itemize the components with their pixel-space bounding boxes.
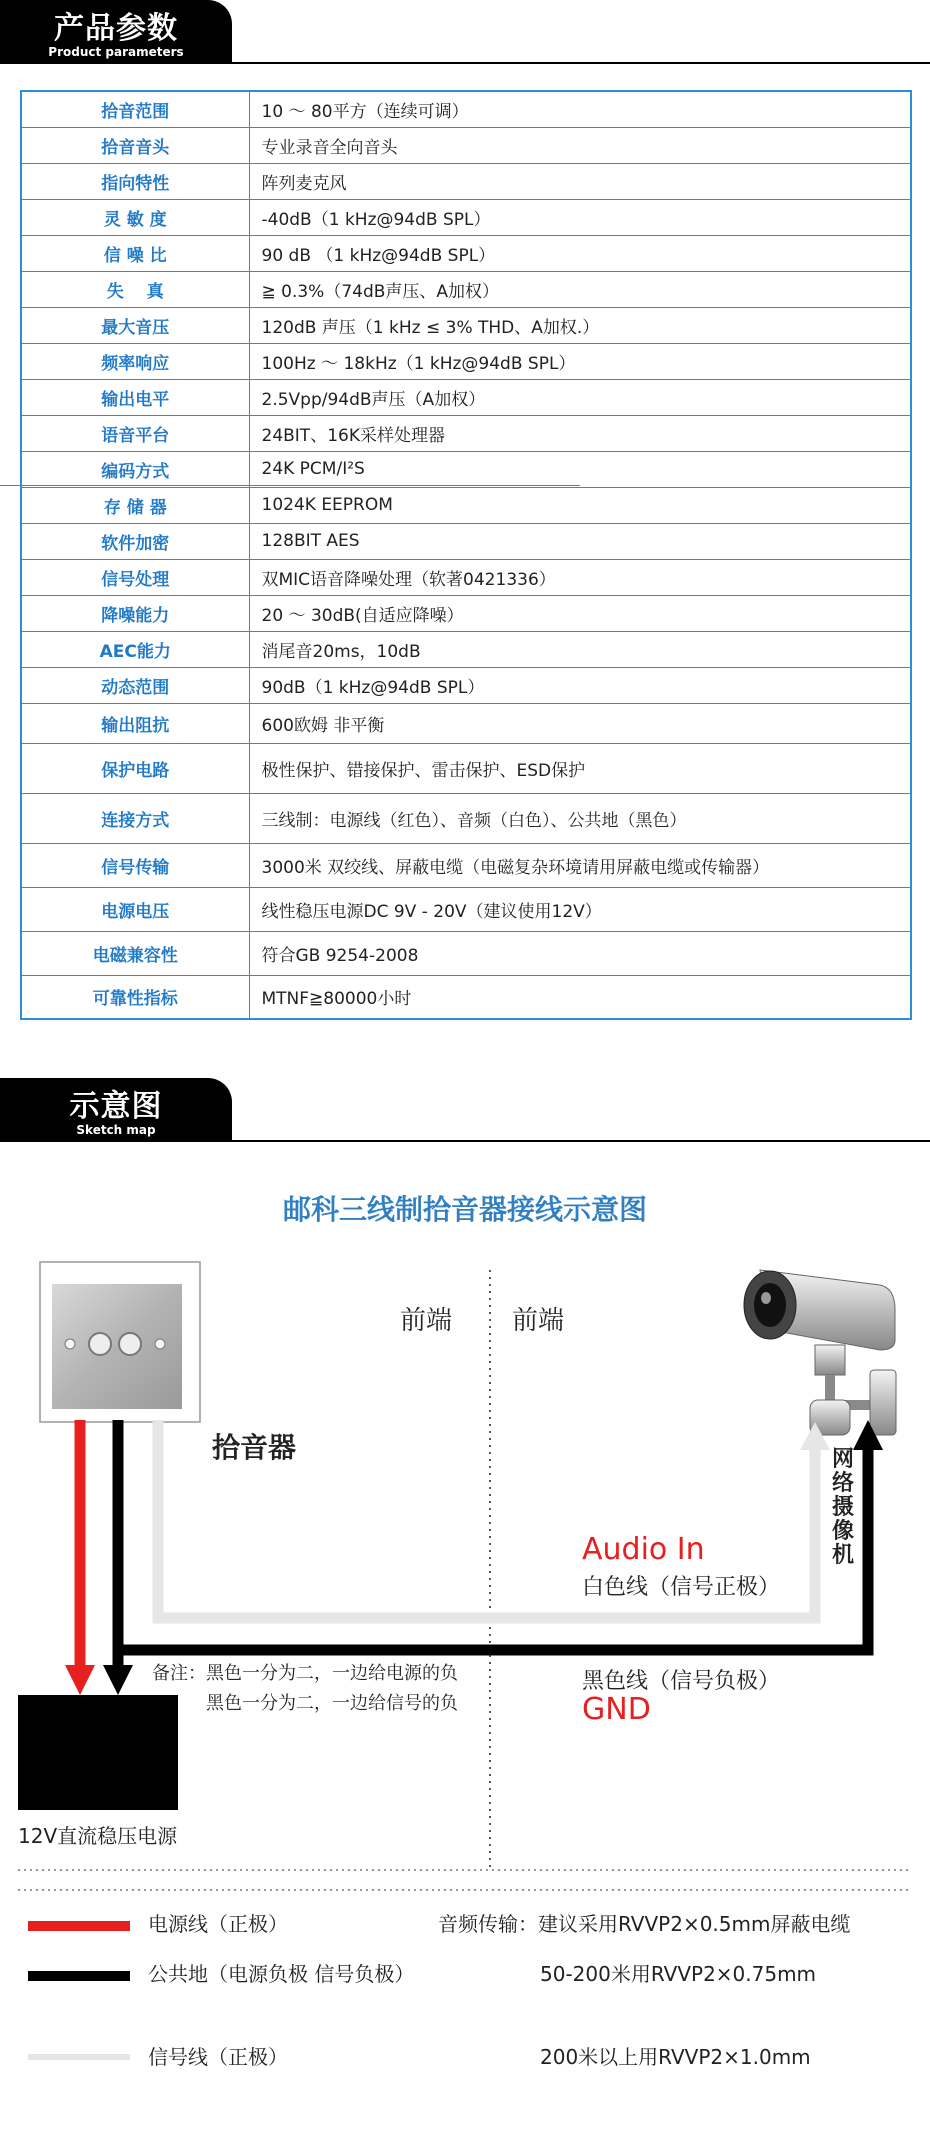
sketch-title: 示意图 [69,1089,163,1124]
legend-power-line: 电源线（正极） [148,1912,288,1936]
spec-row [21,271,911,307]
spec-key: 保护电路 [21,743,249,793]
spec-key: 频率响应 [21,343,249,379]
params-tab [0,0,232,64]
spec-row [21,667,911,703]
spec-value: 2.5Vpp/94dB声压（A加权） [249,379,911,415]
spec-key: 拾音音头 [21,127,249,163]
spec-key: 失 真 [21,271,249,307]
black-line-label: 黑色线（信号负极） [582,1669,781,1694]
spec-value: 专业录音全向音头 [249,127,911,163]
spec-key: 信号处理 [21,559,249,595]
spec-key: 信号传输 [21,843,249,887]
legend-black-swatch [28,1971,130,1981]
note-line-1: 备注：黑色一分为二，一边给电源的负 [152,1663,458,1684]
legend-red-swatch [28,1921,130,1931]
spec-row [21,415,911,451]
spec-row [21,487,911,523]
pickup-label: 拾音器 [212,1431,297,1464]
legend-range-mid: 50-200米用RVVP2×0.75mm [540,1962,817,1986]
spec-value: 120dB 声压（1 kHz ≤ 3% THD、A加权.） [249,307,911,343]
white-line-label: 白色线（信号正极） [582,1575,781,1600]
front-left-label: 前端 [400,1306,453,1336]
spec-key: AEC能力 [21,631,249,667]
spec-row [21,975,911,1019]
spec-value: 24BIT、16K采样处理器 [249,415,911,451]
spec-row [21,595,911,631]
spec-value: 90dB（1 kHz@94dB SPL） [249,667,911,703]
spec-key: 输出阻抗 [21,703,249,743]
spec-row [21,127,911,163]
spec-key: 动态范围 [21,667,249,703]
sketch-subtitle: Sketch map [76,1123,156,1137]
spec-key: 软件加密 [21,523,249,559]
sketch-section-header [0,1078,930,1142]
spec-row [21,843,911,887]
spec-key: 编码方式 [21,451,249,487]
spec-value: -40dB（1 kHz@94dB SPL） [249,199,911,235]
spec-row [21,931,911,975]
spec-value: 90 dB （1 kHz@94dB SPL） [249,235,911,271]
spec-value: 20 ～ 30dB(自适应降噪） [249,595,911,631]
spec-key: 拾音范围 [21,91,249,127]
legend-audio-tx: 音频传输：建议采用RVVP2×0.5mm屏蔽电缆 [438,1912,851,1936]
spec-row [21,743,911,793]
spec-key: 指向特性 [21,163,249,199]
spec-value: 10 ～ 80平方（连续可调） [249,91,911,127]
spec-value: 1024K EEPROM [249,487,911,523]
spec-value: 阵列麦克风 [249,163,911,199]
params-header-line [232,62,930,64]
stray-divider-line [0,485,580,486]
spec-row [21,451,911,487]
legend-common-ground: 公共地（电源负极 信号负极） [148,1962,415,1986]
front-right-label: 前端 [512,1306,565,1336]
camera-icon [744,1270,896,1435]
params-subtitle: Product parameters [48,45,184,59]
spec-value: 极性保护、错接保护、雷击保护、ESD保护 [249,743,911,793]
spec-value: 线性稳压电源DC 9V - 20V（建议使用12V） [249,887,911,931]
wiring-diagram [0,1240,930,2060]
spec-row [21,703,911,743]
audio-in-label: Audio In [582,1532,705,1567]
spec-row [21,91,911,127]
spec-value: 三线制：电源线（红色）、音频（白色）、公共地（黑色） [249,793,911,843]
spec-key: 电磁兼容性 [21,931,249,975]
spec-row [21,307,911,343]
spec-value: 符合GB 9254-2008 [249,931,911,975]
spec-value: 128BIT AES [249,523,911,559]
spec-row [21,163,911,199]
spec-key: 电源电压 [21,887,249,931]
camera-label: 网络摄像机 [832,1447,855,1568]
legend-signal-line: 信号线（正极） [148,2045,288,2069]
spec-value: 600欧姆 非平衡 [249,703,911,743]
spec-key: 输出电平 [21,379,249,415]
spec-key: 连接方式 [21,793,249,843]
spec-key: 降噪能力 [21,595,249,631]
spec-row [21,235,911,271]
spec-table [20,90,912,1020]
spec-key: 语音平台 [21,415,249,451]
params-section-header [0,0,930,64]
spec-value: 双MIC语音降噪处理（软著0421336） [249,559,911,595]
spec-row [21,379,911,415]
diagram-title: 邮科三线制拾音器接线示意图 [282,1193,647,1226]
spec-key: 可靠性指标 [21,975,249,1019]
spec-row [21,523,911,559]
spec-value: 100Hz ～ 18kHz（1 kHz@94dB SPL） [249,343,911,379]
spec-value: 消尾音20ms，10dB [249,631,911,667]
spec-key: 最大音压 [21,307,249,343]
spec-key: 存 储 器 [21,487,249,523]
sketch-tab [0,1078,232,1142]
spec-row [21,559,911,595]
red-power-wire [65,1420,95,1695]
pickup-device-icon [40,1262,200,1422]
spec-row [21,199,911,235]
spec-value: 3000米 双绞线、屏蔽电缆（电磁复杂环境请用屏蔽电缆或传输器） [249,843,911,887]
spec-value: MTNF≧80000小时 [249,975,911,1019]
power-supply-label: 12V直流稳压电源 [18,1824,178,1848]
spec-key: 信 噪 比 [21,235,249,271]
legend-white-swatch [28,2054,130,2060]
spec-value: ≧ 0.3%（74dB声压、A加权） [249,271,911,307]
gnd-label: GND [582,1692,651,1727]
params-title: 产品参数 [54,11,178,46]
spec-row [21,631,911,667]
sketch-header-line [232,1140,930,1142]
spec-row [21,887,911,931]
spec-value: 24K PCM/I²S [249,451,911,487]
legend-range-long: 200米以上用RVVP2×1.0mm [540,2045,811,2069]
spec-row [21,793,911,843]
note-line-2: 黑色一分为二，一边给信号的负 [206,1693,458,1714]
spec-key: 灵 敏 度 [21,199,249,235]
power-supply-box [18,1695,178,1810]
spec-row [21,343,911,379]
